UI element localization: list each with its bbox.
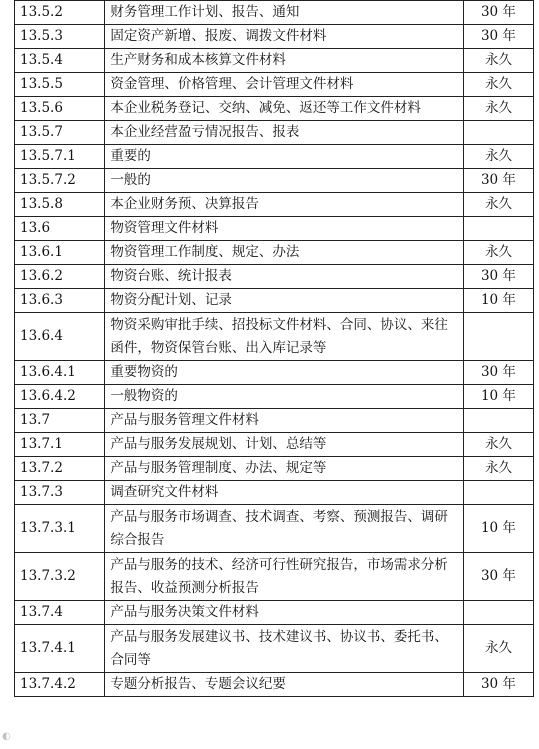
table-row bbox=[15, 49, 534, 73]
table-row bbox=[15, 457, 534, 481]
row-description: 产品与服务决策文件材料 bbox=[105, 601, 464, 625]
table-row bbox=[15, 505, 534, 553]
row-code: 13.6.1 bbox=[15, 241, 105, 265]
retention-schedule-table bbox=[14, 0, 534, 697]
row-code: 13.5.8 bbox=[15, 193, 105, 217]
row-code: 13.6.4 bbox=[15, 313, 105, 361]
row-code: 13.7.3.1 bbox=[15, 505, 105, 553]
table-row bbox=[15, 217, 534, 241]
table-row bbox=[15, 433, 534, 457]
row-code: 13.5.7.2 bbox=[15, 169, 105, 193]
row-retention-period: 永久 bbox=[463, 241, 533, 265]
row-retention-period: 30 年 bbox=[463, 361, 533, 385]
table-row bbox=[15, 481, 534, 505]
row-description: 产品与服务发展建议书、技术建议书、协议书、委托书、合同等 bbox=[105, 625, 464, 673]
table-row bbox=[15, 265, 534, 289]
row-retention-period bbox=[463, 313, 533, 361]
table-row bbox=[15, 409, 534, 433]
table-row bbox=[15, 145, 534, 169]
row-code: 13.7.1 bbox=[15, 433, 105, 457]
row-code: 13.5.4 bbox=[15, 49, 105, 73]
row-description: 财务管理工作计划、报告、通知 bbox=[105, 1, 464, 25]
row-code: 13.6.3 bbox=[15, 289, 105, 313]
row-code: 13.6.4.1 bbox=[15, 361, 105, 385]
row-retention-period: 30 年 bbox=[463, 673, 533, 697]
row-description: 资金管理、价格管理、会计管理文件材料 bbox=[105, 73, 464, 97]
table-row bbox=[15, 73, 534, 97]
table-row bbox=[15, 25, 534, 49]
row-description: 固定资产新增、报废、调拨文件材料 bbox=[105, 25, 464, 49]
row-retention-period bbox=[463, 409, 533, 433]
table-row bbox=[15, 169, 534, 193]
row-description: 产品与服务管理制度、办法、规定等 bbox=[105, 457, 464, 481]
row-code: 13.5.2 bbox=[15, 1, 105, 25]
table-row bbox=[15, 601, 534, 625]
row-retention-period: 永久 bbox=[463, 97, 533, 121]
row-retention-period: 30 年 bbox=[463, 25, 533, 49]
row-description: 一般的 bbox=[105, 169, 464, 193]
watermark: ◐ bbox=[2, 731, 11, 742]
row-retention-period: 10 年 bbox=[463, 289, 533, 313]
table-row bbox=[15, 385, 534, 409]
row-code: 13.7.4.1 bbox=[15, 625, 105, 673]
row-retention-period: 永久 bbox=[463, 457, 533, 481]
row-description: 产品与服务市场调查、技术调查、考察、预测报告、调研综合报告 bbox=[105, 505, 464, 553]
row-description: 本企业经营盈亏情况报告、报表 bbox=[105, 121, 464, 145]
row-code: 13.7.3 bbox=[15, 481, 105, 505]
table-row bbox=[15, 361, 534, 385]
row-retention-period bbox=[463, 481, 533, 505]
row-description: 物资台账、统计报表 bbox=[105, 265, 464, 289]
row-description: 物资分配计划、记录 bbox=[105, 289, 464, 313]
row-retention-period bbox=[463, 601, 533, 625]
row-description: 生产财务和成本核算文件材料 bbox=[105, 49, 464, 73]
row-code: 13.6.2 bbox=[15, 265, 105, 289]
table-row bbox=[15, 313, 534, 361]
table-row bbox=[15, 193, 534, 217]
row-retention-period: 30 年 bbox=[463, 265, 533, 289]
row-description: 本企业税务登记、交纳、减免、返还等工作文件材料 bbox=[105, 97, 464, 121]
row-code: 13.5.6 bbox=[15, 97, 105, 121]
row-retention-period: 30 年 bbox=[463, 1, 533, 25]
row-description: 一般物资的 bbox=[105, 385, 464, 409]
row-retention-period: 永久 bbox=[463, 73, 533, 97]
table-row bbox=[15, 673, 534, 697]
table-row bbox=[15, 553, 534, 601]
row-code: 13.7.2 bbox=[15, 457, 105, 481]
row-description: 物资采购审批手续、招投标文件材料、合同、协议、来往函件，物资保管台账、出入库记录等 bbox=[105, 313, 464, 361]
table-row bbox=[15, 97, 534, 121]
row-description: 产品与服务发展规划、计划、总结等 bbox=[105, 433, 464, 457]
row-description: 产品与服务管理文件材料 bbox=[105, 409, 464, 433]
row-retention-period: 永久 bbox=[463, 433, 533, 457]
table-row bbox=[15, 1, 534, 25]
row-code: 13.5.5 bbox=[15, 73, 105, 97]
row-retention-period: 30 年 bbox=[463, 169, 533, 193]
row-code: 13.7.4 bbox=[15, 601, 105, 625]
row-retention-period: 30 年 bbox=[463, 553, 533, 601]
row-code: 13.7.3.2 bbox=[15, 553, 105, 601]
row-description: 产品与服务的技术、经济可行性研究报告，市场需求分析报告、收益预测分析报告 bbox=[105, 553, 464, 601]
row-code: 13.5.7 bbox=[15, 121, 105, 145]
row-description: 重要的 bbox=[105, 145, 464, 169]
row-retention-period: 10 年 bbox=[463, 385, 533, 409]
row-retention-period bbox=[463, 121, 533, 145]
table-row bbox=[15, 289, 534, 313]
row-description: 本企业财务预、决算报告 bbox=[105, 193, 464, 217]
row-code: 13.7.4.2 bbox=[15, 673, 105, 697]
row-description: 专题分析报告、专题会议纪要 bbox=[105, 673, 464, 697]
row-retention-period: 永久 bbox=[463, 625, 533, 673]
row-description: 重要物资的 bbox=[105, 361, 464, 385]
row-code: 13.6 bbox=[15, 217, 105, 241]
row-code: 13.5.3 bbox=[15, 25, 105, 49]
row-code: 13.6.4.2 bbox=[15, 385, 105, 409]
row-description: 物资管理工作制度、规定、办法 bbox=[105, 241, 464, 265]
row-retention-period bbox=[463, 217, 533, 241]
row-retention-period: 10 年 bbox=[463, 505, 533, 553]
row-code: 13.5.7.1 bbox=[15, 145, 105, 169]
table-row bbox=[15, 121, 534, 145]
table-row bbox=[15, 625, 534, 673]
row-code: 13.7 bbox=[15, 409, 105, 433]
row-retention-period: 永久 bbox=[463, 193, 533, 217]
row-description: 物资管理文件材料 bbox=[105, 217, 464, 241]
row-description: 调查研究文件材料 bbox=[105, 481, 464, 505]
row-retention-period: 永久 bbox=[463, 49, 533, 73]
table-row bbox=[15, 241, 534, 265]
row-retention-period: 永久 bbox=[463, 145, 533, 169]
